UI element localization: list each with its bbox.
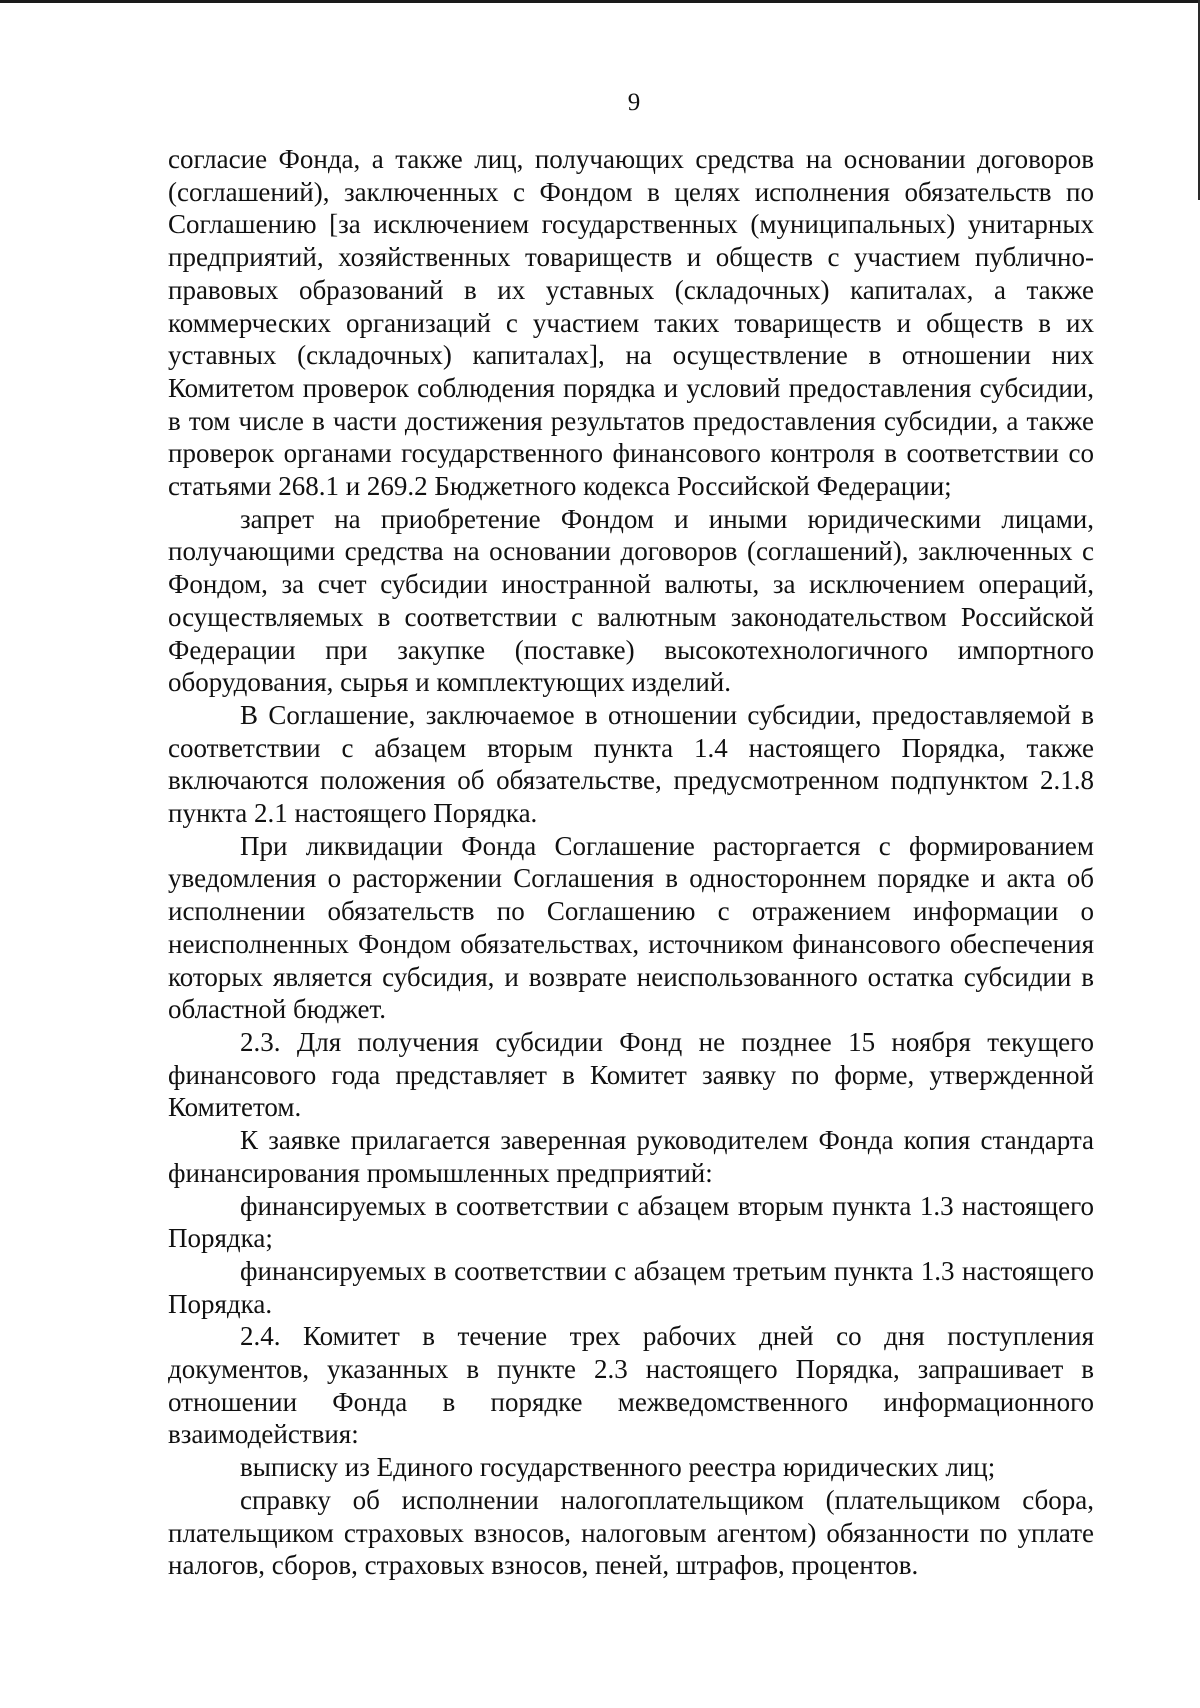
- paragraph: запрет на приобретение Фондом и иными юридическими лицами, получающими средства на основании договоров (соглашений), заключенных с Фондом, за счет субсидии иностранной валюты, за исключением операций, осуществляемых в соответствии с валютным законодательством Российской Федерации при закупке (поставке) высокотехнологичного импортного оборудования, сырья и комплектующих изделий.: [168, 503, 1094, 698]
- paragraph: К заявке прилагается заверенная руководителем Фонда копия стандарта финансирования промышленных предприятий:: [168, 1125, 1094, 1188]
- paragraph: В Соглашение, заключаемое в отношении субсидии, предоставляемой в соответствии с абзацем вторым пункта 1.4 настоящего Порядка, также включаются положения об обязательстве, предусмотренном подпунктом 2.1.8 пункта 2.1 настоящего Порядка.: [168, 699, 1094, 829]
- paragraph: 2.4. Комитет в течение трех рабочих дней со дня поступления документов, указанных в пункте 2.3 настоящего Порядка, запрашивает в отношении Фонда в порядке межведомственного информационного взаимодействия:: [168, 1321, 1094, 1450]
- scan-border-top: [0, 0, 1200, 3]
- list-item: финансируемых в соответствии с абзацем вторым пункта 1.3 настоящего Порядка;: [168, 1190, 1094, 1254]
- paragraph: 2.3. Для получения субсидии Фонд не позднее 15 ноября текущего финансового года представляет в Комитет заявку по форме, утвержденной Комитетом.: [168, 1026, 1094, 1123]
- paragraph: При ликвидации Фонда Соглашение расторгается с формированием уведомления о расторжении Соглашения в одностороннем порядке и акта об исполнении обязательств по Соглашению с отражением информации о неисполненных Фондом обязательствах, источником финансового обеспечения которых является субсидия, и возврате неиспользованного остатка субсидии в областной бюджет.: [168, 830, 1094, 1025]
- list-item: справку об исполнении налогоплательщиком (плательщиком сбора, плательщиком страховых взносов, налоговым агентом) обязанности по уплате налогов, сборов, страховых взносов, пеней, штрафов, процентов.: [168, 1484, 1094, 1581]
- page-number: 9: [627, 89, 641, 116]
- list-item: выписку из Единого государственного реестра юридических лиц;: [240, 1452, 996, 1483]
- list-item: финансируемых в соответствии с абзацем третьим пункта 1.3 настоящего Порядка.: [168, 1255, 1094, 1319]
- document-body: [168, 143, 1094, 1582]
- paragraph-continuation: согласие Фонда, а также лиц, получающих средства на основании договоров (соглашений), заключенных с Фондом в целях исполнения обязательств по Соглашению [за исключением государственных (муниципальных) унитарных предприятий, хозяйственных товариществ и обществ с участием публично-правовых образований в их уставных (складочных) капиталах, а также коммерческих организаций с участием таких товариществ и обществ в их уставных (складочных) капиталах], на осуществление в отношении них Комитетом проверок соблюдения порядка и условий предоставления субсидии, в том числе в части достижения результатов предоставления субсидии, а также проверок органами государственного финансового контроля в соответствии со статьями 268.1 и 269.2 Бюджетного кодекса Российской Федерации;: [168, 144, 1094, 502]
